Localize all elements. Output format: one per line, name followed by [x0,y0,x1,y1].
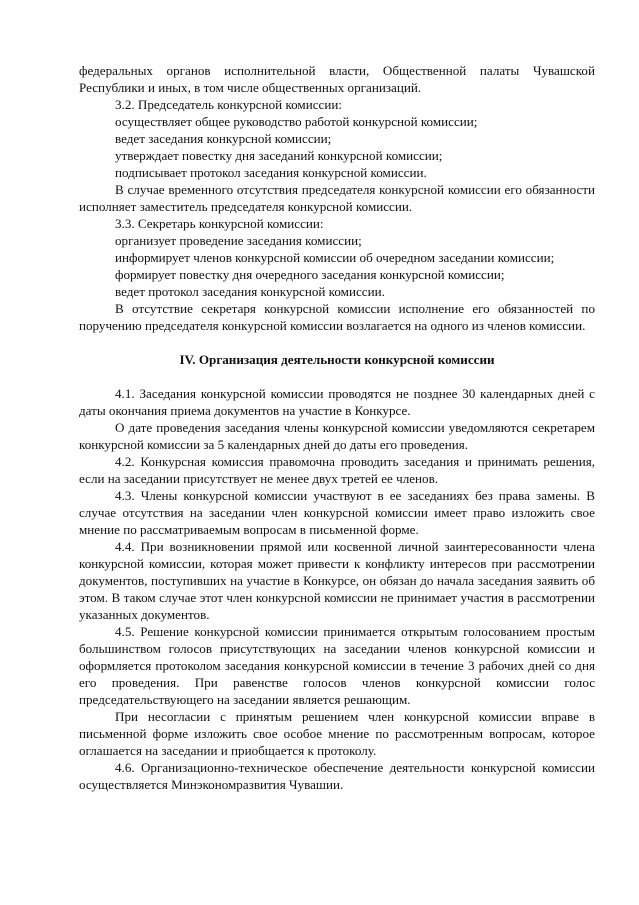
paragraph: 4.5. Решение конкурсной комиссии принимается открытым голосованием простым большинством голосов присутствующих на заседании членов конкурсной комиссии и оформляется протоколом заседания конкурсной комиссии в течение 3 рабочих дней со дня его проведения. При равенстве голосов членов конкурсной комиссии голос председательствующего на заседании является решающим. [79,624,595,707]
paragraph: В случае временного отсутствия председателя конкурсной комиссии его обязанности исполняет заместитель председателя конкурсной комиссии. [79,182,595,214]
paragraph: утверждает повестку дня заседаний конкурсной комиссии; [115,148,443,163]
paragraph: О дате проведения заседания члены конкурсной комиссии уведомляются секретарем конкурсной комиссии за 5 календарных дней до даты его проведения. [79,420,595,452]
paragraph: 4.2. Конкурсная комиссия правомочна проводить заседания и принимать решения, если на заседании присутствует не менее двух третей ее членов. [79,454,595,486]
section-3-body [79,62,595,334]
paragraph: 4.6. Организационно-техническое обеспечение деятельности конкурсной комиссии осуществляется Минэкономразвития Чувашии. [79,760,595,792]
paragraph: ведет заседания конкурсной комиссии; [115,131,332,146]
paragraph: ведет протокол заседания конкурсной комиссии. [115,284,385,299]
paragraph: 4.3. Члены конкурсной комиссии участвуют в ее заседаниях без права замены. В случае отсутствия на заседании член конкурсной комиссии имеет право изложить свое мнение по рассматриваемым вопросам в письменной форме. [79,488,595,537]
document-page [79,62,595,793]
paragraph: осуществляет общее руководство работой конкурсной комиссии; [115,114,478,129]
paragraph: федеральных органов исполнительной власти, Общественной палаты Чувашской Республики и иных, в том числе общественных организаций. [79,63,595,95]
paragraph: организует проведение заседания комиссии; [115,233,362,248]
section-heading: IV. Организация деятельности конкурсной комиссии [179,352,495,367]
paragraph: 4.4. При возникновении прямой или косвенной личной заинтересованности члена конкурсной комиссии, которая может привести к конфликту интересов при рассмотрении документов, поступивших на участие в Конкурсе, он обязан до начала заседания заявить об этом. В таком случае этот член конкурсной комиссии не принимает участия в рассмотрении указанных документов. [79,539,595,622]
paragraph: подписывает протокол заседания конкурсной комиссии. [115,165,427,180]
paragraph: формирует повестку дня очередного заседания конкурсной комиссии; [115,267,505,282]
paragraph: В отсутствие секретаря конкурсной комиссии исполнение его обязанностей по поручению председателя конкурсной комиссии возлагается на одного из членов комиссии. [79,301,595,333]
paragraph: 4.1. Заседания конкурсной комиссии проводятся не позднее 30 календарных дней с даты окончания приема документов на участие в Конкурсе. [79,386,595,418]
paragraph: При несогласии с принятым решением член конкурсной комиссии вправе в письменной форме изложить свое особое мнение по рассмотренным вопросам, которое оглашается на заседании и приобщается к протоколу. [79,709,595,758]
paragraph: 3.2. Председатель конкурсной комиссии: [115,97,343,112]
section-4-body [79,385,595,793]
paragraph: информирует членов конкурсной комиссии об очередном заседании комиссии; [115,250,555,265]
paragraph: 3.3. Секретарь конкурсной комиссии: [115,216,324,231]
